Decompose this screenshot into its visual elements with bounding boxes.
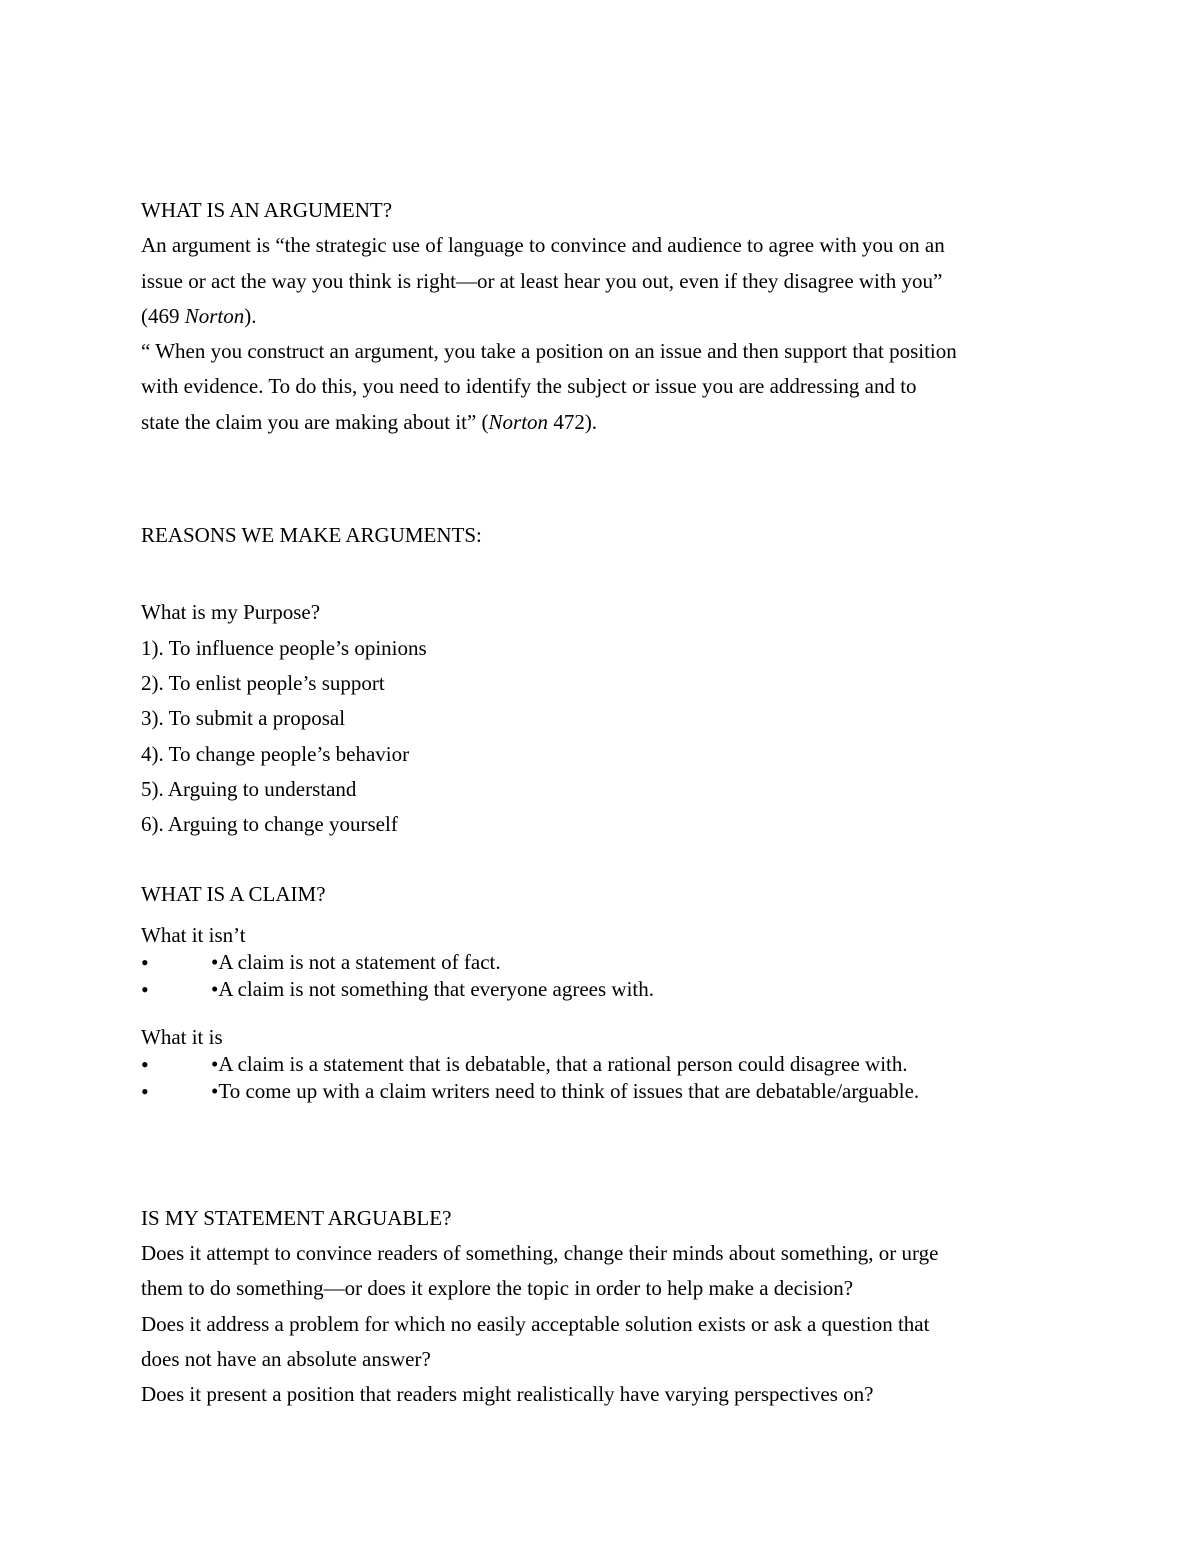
section-heading-reasons: REASONS WE MAKE ARGUMENTS:: [141, 523, 482, 548]
purpose-question: What is my Purpose?: [141, 600, 321, 625]
claim-isnt-item: •A claim is not a statement of fact.: [211, 949, 501, 974]
list-item: [141, 1051, 1061, 1078]
spacer: [141, 1003, 1061, 1023]
quote-citation-source: Norton: [488, 409, 549, 434]
claim-isnt-item: •A claim is not something that everyone agrees with.: [211, 976, 654, 1001]
spacer: [141, 553, 1061, 595]
definition-line-3: [141, 299, 1061, 334]
arguable-line: does not have an absolute answer?: [141, 1346, 431, 1371]
spacer: [141, 440, 1061, 518]
spacer: [141, 842, 1061, 877]
definition-line-1: An argument is “the strategic use of language to convince and audience to agree with you on an: [141, 233, 945, 258]
spacer: [141, 913, 1061, 921]
section-heading-claim: WHAT IS A CLAIM?: [141, 882, 326, 907]
list-item: [141, 976, 1061, 1003]
claim-is-item: •To come up with a claim writers need to think of issues that are debatable/arguable.: [211, 1078, 920, 1103]
bullet-icon: •: [141, 949, 149, 975]
list-item: [141, 1078, 1061, 1105]
bullet-icon: •: [141, 1078, 149, 1104]
bullet-icon: •: [141, 1051, 149, 1077]
quote-line-3: [141, 405, 1061, 440]
citation-source: Norton: [184, 303, 245, 328]
section-heading-arguable: IS MY STATEMENT ARGUABLE?: [141, 1205, 452, 1230]
list-item: [141, 949, 1061, 976]
document-page: [141, 193, 1061, 1413]
claim-isnt-label: What it isn’t: [141, 922, 246, 947]
arguable-line: them to do something—or does it explore the topic in order to help make a decision?: [141, 1276, 854, 1301]
quote-line-2: with evidence. To do this, you need to identify the subject or issue you are addressing and to: [141, 374, 917, 399]
purpose-item: 1). To influence people’s opinions: [141, 635, 427, 660]
quote-citation-pre: state the claim you are making about it” (: [141, 409, 489, 434]
section-heading-argument: WHAT IS AN ARGUMENT?: [141, 198, 393, 222]
purpose-item: 6). Arguing to change yourself: [141, 812, 398, 837]
purpose-item: 4). To change people’s behavior: [141, 741, 410, 766]
quote-citation-post: 472).: [548, 409, 598, 434]
spacer: [141, 1105, 1061, 1201]
citation-post: ).: [244, 303, 257, 328]
bullet-icon: •: [141, 976, 149, 1002]
claim-is-item: •A claim is a statement that is debatable, that a rational person could disagree with.: [211, 1051, 908, 1076]
purpose-item: 2). To enlist people’s support: [141, 670, 385, 695]
arguable-line: Does it address a problem for which no easily acceptable solution exists or ask a question that: [141, 1311, 930, 1336]
arguable-line: Does it attempt to convince readers of something, change their minds about something, or urge: [141, 1241, 939, 1266]
quote-line-1: “ When you construct an argument, you take a position on an issue and then support that position: [141, 339, 957, 364]
definition-line-2: issue or act the way you think is right—or at least hear you out, even if they disagree with you”: [141, 268, 943, 293]
purpose-item: 3). To submit a proposal: [141, 706, 346, 731]
citation-pre: (469: [141, 303, 185, 328]
purpose-item: 5). Arguing to understand: [141, 776, 357, 801]
claim-is-label: What it is: [141, 1024, 223, 1049]
arguable-line: Does it present a position that readers might realistically have varying perspectives on?: [141, 1382, 874, 1407]
